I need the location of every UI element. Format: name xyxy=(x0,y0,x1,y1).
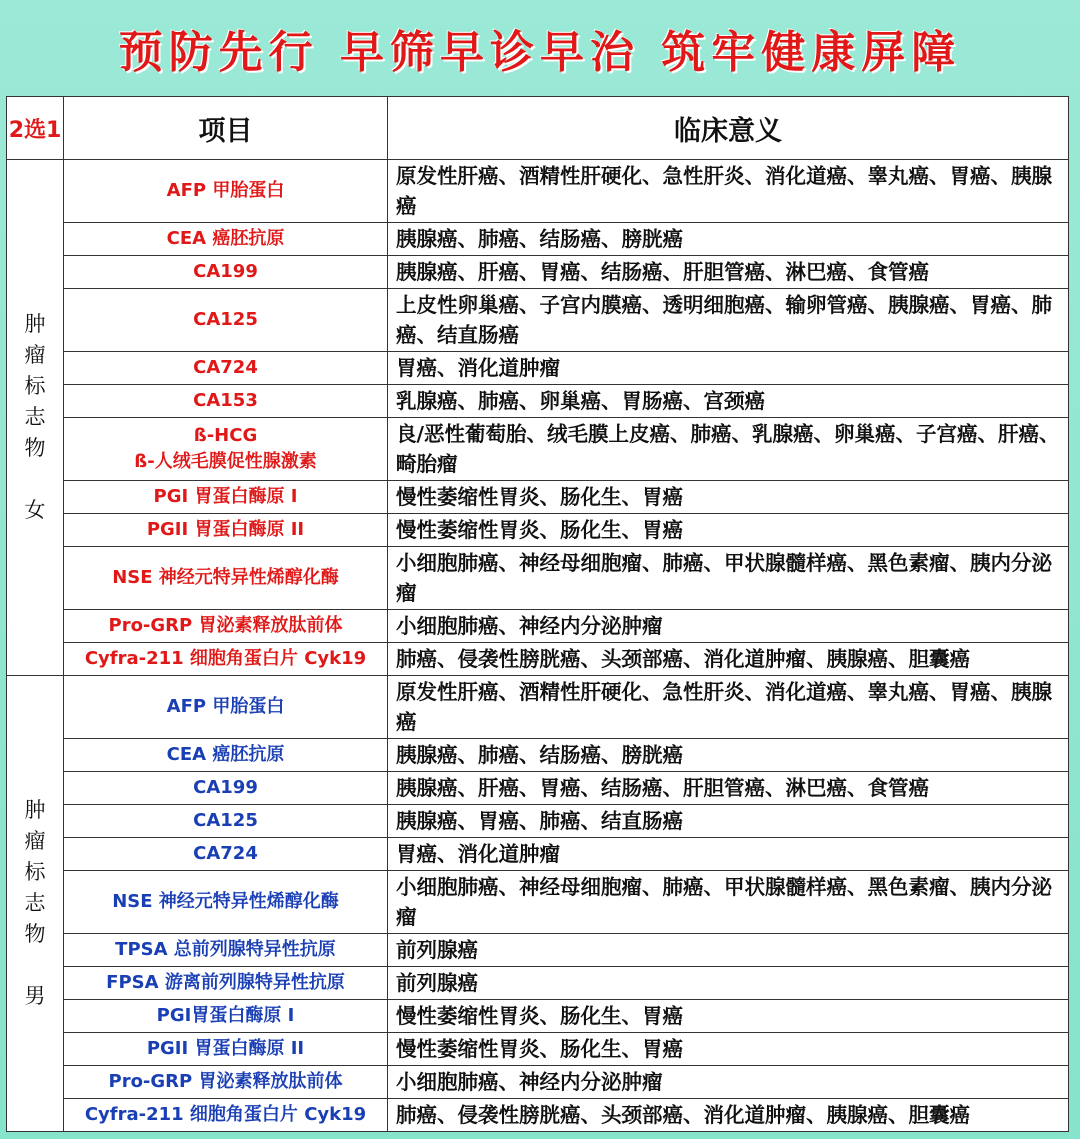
item-cell xyxy=(64,967,388,1000)
table-header-row xyxy=(7,97,1069,160)
table-row xyxy=(7,1033,1069,1066)
table-row xyxy=(7,805,1069,838)
item-cell xyxy=(64,838,388,871)
item-name: Pro-GRP 胃泌素释放肽前体 xyxy=(108,1071,343,1092)
item-cell xyxy=(64,160,388,223)
table-row xyxy=(7,289,1069,352)
table-row xyxy=(7,418,1069,481)
table-row xyxy=(7,967,1069,1000)
group-label-char: 标 xyxy=(24,860,46,884)
table-row xyxy=(7,1066,1069,1099)
table-row xyxy=(7,871,1069,934)
male-section xyxy=(7,676,1069,1132)
item-cell xyxy=(64,1099,388,1132)
clinical-meaning-cell: 良/恶性葡萄胎、绒毛膜上皮癌、肺癌、乳腺癌、卵巢癌、子宫癌、肝癌、畸胎瘤 xyxy=(388,418,1069,481)
female-section xyxy=(7,160,1069,676)
group-label-char: 志 xyxy=(24,891,46,915)
item-name: TPSA 总前列腺特异性抗原 xyxy=(115,939,336,960)
table-row xyxy=(7,352,1069,385)
clinical-meaning-cell: 胃癌、消化道肿瘤 xyxy=(388,838,1069,871)
item-cell xyxy=(64,805,388,838)
header-item: 项目 xyxy=(64,97,388,160)
item-name-secondary: ß-人绒毛膜促性腺激素 xyxy=(134,451,317,472)
table-row xyxy=(7,385,1069,418)
item-cell xyxy=(64,1000,388,1033)
item-cell xyxy=(64,1033,388,1066)
clinical-meaning-cell: 慢性萎缩性胃炎、肠化生、胃癌 xyxy=(388,481,1069,514)
page-title: 预防先行 早筛早诊早治 筑牢健康屏障 xyxy=(118,27,962,78)
item-name: NSE 神经元特异性烯醇化酶 xyxy=(112,891,339,912)
item-cell xyxy=(64,223,388,256)
group-label-char: 男 xyxy=(24,984,46,1008)
group-label-char: 瘤 xyxy=(24,343,46,367)
group-label-char xyxy=(7,950,63,981)
table-row xyxy=(7,481,1069,514)
group-label-char: 物 xyxy=(24,922,46,946)
group-label-char: 志 xyxy=(24,405,46,429)
table-row xyxy=(7,1000,1069,1033)
item-name: Cyfra-211 细胞角蛋白片 Cyk19 xyxy=(84,1104,367,1125)
clinical-meaning-cell: 上皮性卵巢癌、子宫内膜癌、透明细胞癌、输卵管癌、胰腺癌、胃癌、肺癌、结直肠癌 xyxy=(388,289,1069,352)
clinical-meaning-cell: 小细胞肺癌、神经内分泌肿瘤 xyxy=(388,1066,1069,1099)
group-label-char: 女 xyxy=(24,498,46,522)
clinical-meaning-cell: 胰腺癌、肝癌、胃癌、结肠癌、肝胆管癌、淋巴癌、食管癌 xyxy=(388,256,1069,289)
header-meaning: 临床意义 xyxy=(388,97,1069,160)
item-cell xyxy=(64,481,388,514)
table-row xyxy=(7,160,1069,223)
table-row xyxy=(7,514,1069,547)
item-cell xyxy=(64,385,388,418)
table-row xyxy=(7,934,1069,967)
item-name: FPSA 游离前列腺特异性抗原 xyxy=(106,972,345,993)
item-name: PGII 胃蛋白酶原 II xyxy=(146,1038,305,1059)
clinical-meaning-cell: 前列腺癌 xyxy=(388,967,1069,1000)
table-row xyxy=(7,223,1069,256)
item-name: CA199 xyxy=(193,777,258,798)
item-cell xyxy=(64,256,388,289)
item-cell xyxy=(64,871,388,934)
item-cell xyxy=(64,610,388,643)
header-select: 2选1 xyxy=(7,97,64,160)
item-name: PGI 胃蛋白酶原 I xyxy=(153,486,298,507)
group-label-char: 肿 xyxy=(24,312,46,336)
item-cell xyxy=(64,289,388,352)
clinical-meaning-cell: 胃癌、消化道肿瘤 xyxy=(388,352,1069,385)
group-label-char xyxy=(7,464,63,495)
item-name: CEA 癌胚抗原 xyxy=(166,228,285,249)
item-cell xyxy=(64,352,388,385)
table-row xyxy=(7,610,1069,643)
item-name: CEA 癌胚抗原 xyxy=(166,744,285,765)
item-name: Cyfra-211 细胞角蛋白片 Cyk19 xyxy=(84,648,367,669)
clinical-meaning-cell: 慢性萎缩性胃炎、肠化生、胃癌 xyxy=(388,1000,1069,1033)
item-cell xyxy=(64,739,388,772)
group-label-char: 标 xyxy=(24,374,46,398)
clinical-meaning-cell: 胰腺癌、肺癌、结肠癌、膀胱癌 xyxy=(388,739,1069,772)
item-cell xyxy=(64,934,388,967)
item-name: PGII 胃蛋白酶原 II xyxy=(146,519,305,540)
item-name: Pro-GRP 胃泌素释放肽前体 xyxy=(108,615,343,636)
item-name: CA125 xyxy=(193,309,258,330)
item-cell xyxy=(64,772,388,805)
item-cell xyxy=(64,514,388,547)
item-name: NSE 神经元特异性烯醇化酶 xyxy=(112,567,339,588)
tumor-marker-table xyxy=(6,96,1069,1132)
item-cell xyxy=(64,1066,388,1099)
item-name: AFP 甲胎蛋白 xyxy=(166,696,285,717)
item-name: CA724 xyxy=(193,843,258,864)
clinical-meaning-cell: 胰腺癌、肺癌、结肠癌、膀胱癌 xyxy=(388,223,1069,256)
female-group-label xyxy=(7,160,64,676)
item-cell xyxy=(64,418,388,481)
clinical-meaning-cell: 原发性肝癌、酒精性肝硬化、急性肝炎、消化道癌、睾丸癌、胃癌、胰腺癌 xyxy=(388,676,1069,739)
male-group-label xyxy=(7,676,64,1132)
table-row xyxy=(7,739,1069,772)
item-name: AFP 甲胎蛋白 xyxy=(166,180,285,201)
table-row xyxy=(7,643,1069,676)
table-row xyxy=(7,547,1069,610)
group-label-char: 物 xyxy=(24,436,46,460)
group-label-char: 肿 xyxy=(24,798,46,822)
clinical-meaning-cell: 小细胞肺癌、神经母细胞瘤、肺癌、甲状腺髓样癌、黑色素瘤、胰内分泌瘤 xyxy=(388,547,1069,610)
item-cell xyxy=(64,643,388,676)
clinical-meaning-cell: 慢性萎缩性胃炎、肠化生、胃癌 xyxy=(388,1033,1069,1066)
clinical-meaning-cell: 肺癌、侵袭性膀胱癌、头颈部癌、消化道肿瘤、胰腺癌、胆囊癌 xyxy=(388,1099,1069,1132)
item-name: CA724 xyxy=(193,357,258,378)
item-cell xyxy=(64,676,388,739)
clinical-meaning-cell: 小细胞肺癌、神经母细胞瘤、肺癌、甲状腺髓样癌、黑色素瘤、胰内分泌瘤 xyxy=(388,871,1069,934)
table-row xyxy=(7,838,1069,871)
clinical-meaning-cell: 原发性肝癌、酒精性肝硬化、急性肝炎、消化道癌、睾丸癌、胃癌、胰腺癌 xyxy=(388,160,1069,223)
item-name: PGI胃蛋白酶原 I xyxy=(156,1005,295,1026)
table-row xyxy=(7,676,1069,739)
table-row xyxy=(7,772,1069,805)
item-name: CA153 xyxy=(193,390,258,411)
table-row xyxy=(7,1099,1069,1132)
group-label-char: 瘤 xyxy=(24,829,46,853)
item-cell xyxy=(64,547,388,610)
item-name: CA125 xyxy=(193,810,258,831)
item-name: ß-HCG xyxy=(193,425,258,446)
item-name: CA199 xyxy=(193,261,258,282)
clinical-meaning-cell: 乳腺癌、肺癌、卵巢癌、胃肠癌、宫颈癌 xyxy=(388,385,1069,418)
clinical-meaning-cell: 胰腺癌、肝癌、胃癌、结肠癌、肝胆管癌、淋巴癌、食管癌 xyxy=(388,772,1069,805)
clinical-meaning-cell: 肺癌、侵袭性膀胱癌、头颈部癌、消化道肿瘤、胰腺癌、胆囊癌 xyxy=(388,643,1069,676)
clinical-meaning-cell: 胰腺癌、胃癌、肺癌、结直肠癌 xyxy=(388,805,1069,838)
clinical-meaning-cell: 前列腺癌 xyxy=(388,934,1069,967)
table-row xyxy=(7,256,1069,289)
clinical-meaning-cell: 慢性萎缩性胃炎、肠化生、胃癌 xyxy=(388,514,1069,547)
clinical-meaning-cell: 小细胞肺癌、神经内分泌肿瘤 xyxy=(388,610,1069,643)
